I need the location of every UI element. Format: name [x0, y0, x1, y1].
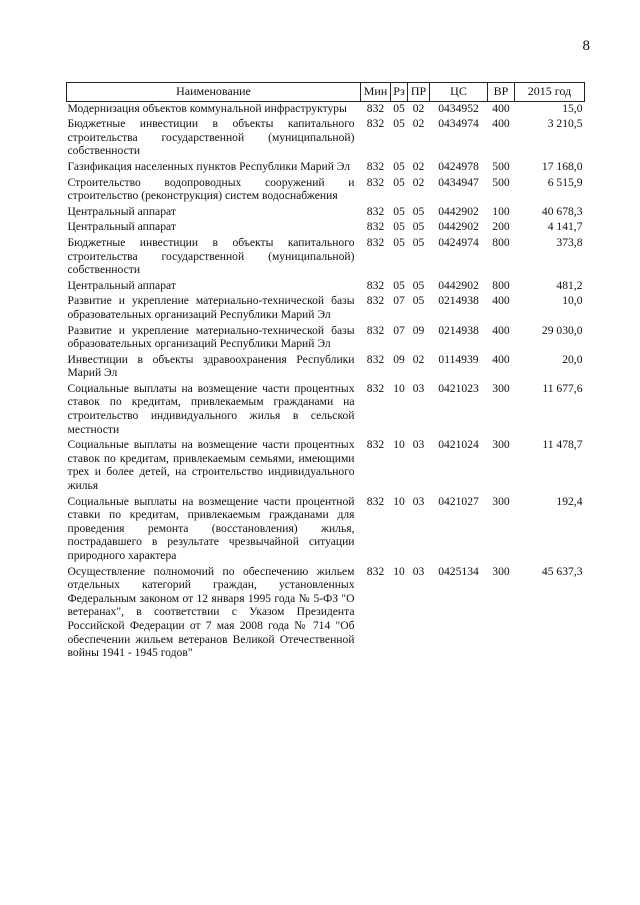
- row-name: Бюджетные инвестиции в объекты капитального строительства государственной (муниципальной) собственности: [67, 235, 355, 277]
- row-amount: 11 478,7: [542, 438, 583, 452]
- row-vr: 400: [492, 294, 510, 308]
- table-row: [67, 322, 585, 351]
- header-vr: ВР: [488, 83, 515, 102]
- row-amount: 481,2: [556, 278, 583, 292]
- row-vr: 300: [492, 438, 510, 452]
- row-amount: 15,0: [562, 101, 583, 115]
- row-min: 832: [366, 235, 385, 249]
- row-min: 832: [366, 101, 385, 115]
- row-name: Бюджетные инвестиции в объекты капитального строительства государственной (муниципальной) собственности: [67, 117, 355, 158]
- row-name: Развитие и укрепление материально-технической базы образовательных организаций Республики Марий Эл: [67, 323, 355, 351]
- header-rz: Рз: [391, 83, 408, 102]
- row-cs: 0442902: [438, 220, 479, 234]
- row-amount: 3 210,5: [547, 117, 583, 131]
- row-cs: 0421023: [438, 381, 479, 395]
- row-min: 832: [366, 159, 385, 173]
- row-pr: 05: [412, 204, 425, 218]
- row-min: 832: [366, 117, 385, 131]
- row-vr: 400: [492, 352, 510, 366]
- row-cs: 0425134: [438, 564, 479, 578]
- row-cs: 0424974: [438, 235, 479, 249]
- table-row: [67, 101, 585, 115]
- row-pr: 03: [412, 564, 425, 578]
- table-row: [67, 158, 585, 174]
- row-pr: 03: [412, 494, 425, 508]
- header-year: 2015 год: [515, 83, 585, 102]
- row-cs: 0214938: [438, 323, 479, 337]
- row-rz: 07: [393, 294, 405, 308]
- row-pr: 05: [412, 235, 425, 249]
- table-row: [67, 436, 585, 492]
- row-pr: 02: [412, 117, 425, 131]
- row-amount: 192,4: [556, 494, 583, 508]
- row-rz: 05: [393, 204, 405, 218]
- row-amount: 40 678,3: [541, 204, 583, 218]
- row-amount: 11 677,6: [542, 381, 583, 395]
- row-min: 832: [366, 438, 385, 452]
- row-vr: 400: [492, 323, 510, 337]
- row-amount: 6 515,9: [547, 175, 583, 189]
- row-pr: 02: [412, 352, 425, 366]
- row-cs: 0424978: [438, 159, 479, 173]
- row-vr: 300: [492, 381, 510, 395]
- row-vr: 100: [492, 204, 510, 218]
- row-pr: 03: [412, 438, 425, 452]
- row-name: Социальные выплаты на возмещение части процентных ставок по кредитам, привлекаемым гражданами на строительство индивидуального жилья в сельской местности: [67, 381, 355, 436]
- row-amount: 10,0: [562, 294, 583, 308]
- row-cs: 0214938: [438, 294, 479, 308]
- row-amount: 20,0: [562, 352, 583, 366]
- table-row: [67, 380, 585, 436]
- table-row: [67, 493, 585, 563]
- row-min: 832: [366, 564, 385, 578]
- row-name: Социальные выплаты на возмещение части процентных ставок по кредитам, привлекаемым семьями, имеющими трех и более детей, на строительство индивидуального жилья: [67, 438, 355, 493]
- row-min: 832: [366, 294, 385, 308]
- row-vr: 500: [492, 159, 510, 173]
- row-cs: 0114939: [438, 352, 479, 366]
- row-rz: 10: [393, 381, 405, 395]
- row-pr: 09: [412, 323, 425, 337]
- budget-table: [66, 82, 585, 660]
- row-min: 832: [366, 494, 385, 508]
- row-name: Развитие и укрепление материально-технической базы образовательных организаций Республики Марий Эл: [67, 294, 355, 321]
- row-min: 832: [366, 220, 385, 234]
- row-cs: 0442902: [438, 204, 479, 218]
- row-pr: 05: [412, 294, 425, 308]
- row-vr: 800: [492, 235, 510, 249]
- header-pr: ПР: [408, 83, 430, 102]
- row-amount: 4 141,7: [547, 220, 583, 234]
- row-pr: 02: [412, 101, 425, 115]
- row-rz: 05: [393, 101, 405, 115]
- row-name: Центральный аппарат: [67, 204, 176, 218]
- row-rz: 10: [393, 494, 405, 508]
- row-rz: 05: [393, 278, 405, 292]
- row-vr: 400: [492, 117, 510, 131]
- row-name: Газификация населенных пунктов Республики Марий Эл: [67, 159, 351, 173]
- row-vr: 500: [492, 175, 510, 189]
- row-rz: 10: [393, 564, 405, 578]
- row-amount: 373,8: [556, 235, 583, 249]
- row-vr: 300: [492, 494, 510, 508]
- table-row: [67, 234, 585, 277]
- row-rz: 05: [393, 220, 405, 234]
- row-min: 832: [366, 381, 385, 395]
- row-cs: 0434952: [438, 101, 479, 115]
- row-vr: 300: [492, 564, 510, 578]
- row-name: Центральный аппарат: [67, 278, 176, 292]
- row-rz: 05: [393, 117, 405, 131]
- row-name: Модернизация объектов коммунальной инфраструктуры: [67, 101, 347, 115]
- row-amount: 17 168,0: [541, 159, 583, 173]
- table-row: [67, 277, 585, 293]
- row-pr: 02: [412, 159, 425, 173]
- row-min: 832: [366, 175, 385, 189]
- row-min: 832: [366, 352, 385, 366]
- row-amount: 29 030,0: [541, 323, 583, 337]
- row-cs: 0421024: [438, 438, 479, 452]
- table-row: [67, 115, 585, 158]
- row-pr: 02: [412, 175, 425, 189]
- page-number: 8: [582, 38, 590, 54]
- header-cs: ЦС: [430, 83, 488, 102]
- table-row: [67, 218, 585, 234]
- table-row: [67, 563, 585, 660]
- row-pr: 05: [412, 220, 425, 234]
- row-rz: 10: [393, 438, 405, 452]
- table-header-row: [67, 83, 585, 102]
- row-cs: 0442902: [438, 278, 479, 292]
- row-cs: 0434947: [438, 175, 479, 189]
- row-rz: 05: [393, 159, 405, 173]
- row-vr: 800: [492, 278, 510, 292]
- row-min: 832: [366, 323, 385, 337]
- header-min: Мин: [361, 83, 391, 102]
- row-vr: 400: [492, 101, 510, 115]
- table-row: [67, 203, 585, 219]
- row-pr: 05: [412, 278, 425, 292]
- row-cs: 0434974: [438, 117, 479, 131]
- row-name: Осуществление полномочий по обеспечению жильем отдельных категорий граждан, установленных Федеральным законом от 12 января 1995 года № 5-ФЗ "О ветеранах", в соответствии с Указом Президента Российской Федерации от 7 мая 2008 года № 714 "Об обеспечении жильем ветеранов Великой Отечественной войны 1941 - 1945 годов": [67, 564, 355, 660]
- row-rz: 07: [393, 323, 405, 337]
- row-vr: 200: [492, 220, 510, 234]
- row-rz: 05: [393, 235, 405, 249]
- row-rz: 09: [393, 352, 405, 366]
- table-row: [67, 174, 585, 203]
- table-row: [67, 351, 585, 380]
- table-row: [67, 292, 585, 321]
- row-cs: 0421027: [438, 494, 479, 508]
- row-min: 832: [366, 278, 385, 292]
- row-rz: 05: [393, 175, 405, 189]
- row-name: Социальные выплаты на возмещение части процентной ставки по кредитам, привлекаемым гражданами для проведения ремонта (восстановления) жилья, пострадавшего в результате чрезвычайной ситуации природного характера: [67, 494, 355, 562]
- row-pr: 03: [412, 381, 425, 395]
- row-name: Центральный аппарат: [67, 220, 176, 234]
- row-min: 832: [366, 204, 385, 218]
- header-name: Наименование: [67, 83, 361, 102]
- row-amount: 45 637,3: [541, 564, 583, 578]
- row-name: Строительство водопроводных сооружений и строительство (реконструкция) систем водоснабжения: [67, 175, 355, 203]
- row-name: Инвестиции в объекты здравоохранения Республики Марий Эл: [67, 352, 355, 380]
